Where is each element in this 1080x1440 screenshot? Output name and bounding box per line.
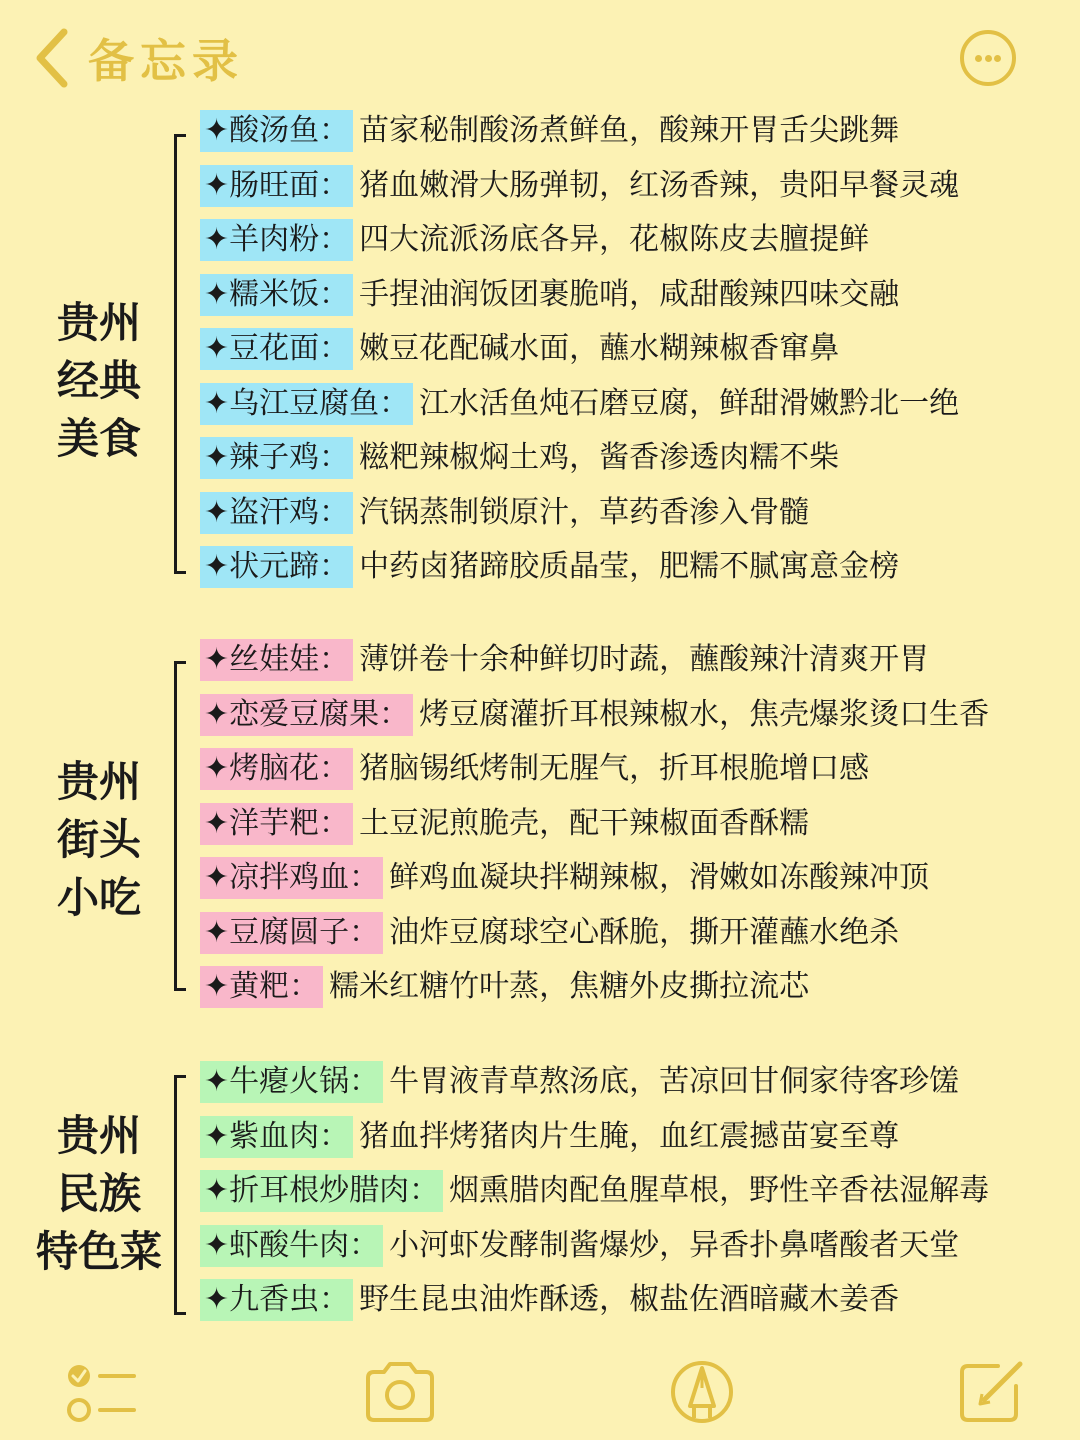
list-item <box>200 1273 989 1328</box>
section-title: 贵州 民族 特色菜 <box>35 1111 162 1276</box>
camera-icon <box>362 1358 438 1426</box>
dish-description: 烤豆腐灌折耳根辣椒水，焦壳爆浆烫口生香 <box>419 696 990 732</box>
section-ethnic-dishes <box>0 1055 1080 1330</box>
more-options-button[interactable] <box>960 30 1016 86</box>
dish-name: ✦状元蹄： <box>200 546 353 588</box>
list-item <box>200 1164 989 1219</box>
dish-description: 野生昆虫油炸酥透，椒盐佐酒暗藏木姜香 <box>359 1282 900 1318</box>
section-classic-food <box>0 104 1080 594</box>
list-item <box>200 1055 989 1110</box>
list-item <box>200 377 959 432</box>
list-item <box>200 213 959 268</box>
dish-description: 鲜鸡血凝块拌糊辣椒，滑嫩如冻酸辣冲顶 <box>389 860 930 896</box>
section-street-snacks <box>0 633 1080 1013</box>
dish-description: 猪脑锡纸烤制无腥气，折耳根脆增口感 <box>359 751 870 787</box>
dish-description: 手捏油润饭团裹脆哨，咸甜酸辣四味交融 <box>359 276 900 312</box>
list-item <box>200 104 959 159</box>
list-item <box>200 797 989 852</box>
dish-name: ✦豆腐圆子： <box>200 912 383 954</box>
dish-description: 牛胃液青草熬汤底，苦凉回甘侗家待客珍馐 <box>389 1064 960 1100</box>
dish-name: ✦紫血肉： <box>200 1116 353 1158</box>
dish-description: 嫩豆花配碱水面，蘸水糊辣椒香窜鼻 <box>359 331 840 367</box>
dish-name: ✦肠旺面： <box>200 165 353 207</box>
dish-description: 油炸豆腐球空心酥脆，撕开灌蘸水绝杀 <box>389 914 900 950</box>
list-item <box>200 633 989 688</box>
dish-description: 土豆泥煎脆壳，配干辣椒面香酥糯 <box>359 805 810 841</box>
dish-description: 四大流派汤底各异，花椒陈皮去膻提鲜 <box>359 222 870 258</box>
dish-description: 糯米红糖竹叶蒸，焦糖外皮撕拉流芯 <box>329 969 810 1005</box>
dish-name: ✦丝娃娃： <box>200 639 353 681</box>
checklist-button[interactable] <box>62 1358 138 1426</box>
dish-name: ✦恋爱豆腐果： <box>200 694 413 736</box>
bottom-toolbar <box>0 1340 1080 1440</box>
dish-description: 汽锅蒸制锁原汁，草药香渗入骨髓 <box>359 494 810 530</box>
dish-description: 小河虾发酵制酱爆炒，异香扑鼻嗜酸者天堂 <box>389 1227 960 1263</box>
dish-name: ✦乌江豆腐鱼： <box>200 383 413 425</box>
section-bracket <box>174 661 186 991</box>
navigation-bar <box>0 0 1080 110</box>
item-list <box>200 1055 989 1328</box>
list-item <box>200 851 989 906</box>
dish-name: ✦盗汗鸡： <box>200 492 353 534</box>
list-item <box>200 159 959 214</box>
dish-name: ✦羊肉粉： <box>200 219 353 261</box>
dish-name: ✦九香虫： <box>200 1279 353 1321</box>
list-item <box>200 540 959 595</box>
list-item <box>200 431 959 486</box>
item-list <box>200 633 989 1015</box>
section-bracket <box>174 1075 186 1315</box>
camera-button[interactable] <box>362 1358 438 1426</box>
dish-description: 猪血嫩滑大肠弹韧，红汤香辣，贵阳早餐灵魂 <box>359 167 960 203</box>
section-title: 贵州 街头 小吃 <box>56 757 141 922</box>
list-item <box>200 688 989 743</box>
dish-name: ✦酸汤鱼： <box>200 110 353 152</box>
dish-description: 薄饼卷十余种鲜切时蔬，蘸酸辣汁清爽开胃 <box>359 642 930 678</box>
dish-description: 苗家秘制酸汤煮鲜鱼，酸辣开胃舌尖跳舞 <box>359 113 900 149</box>
markup-pen-icon <box>664 1358 740 1426</box>
dish-name: ✦牛瘪火锅： <box>200 1061 383 1103</box>
dish-description: 江水活鱼炖石磨豆腐，鲜甜滑嫩黔北一绝 <box>419 385 960 421</box>
dish-name: ✦豆花面： <box>200 328 353 370</box>
list-item <box>200 1219 989 1274</box>
list-item <box>200 322 959 377</box>
back-button[interactable] <box>34 26 244 90</box>
list-item <box>200 960 989 1015</box>
dish-name: ✦折耳根炒腊肉： <box>200 1170 443 1212</box>
section-bracket <box>174 134 186 574</box>
list-item <box>200 906 989 961</box>
dish-name: ✦糯米饭： <box>200 274 353 316</box>
compose-icon <box>956 1358 1032 1426</box>
checklist-icon <box>62 1358 138 1426</box>
dish-name: ✦凉拌鸡血： <box>200 857 383 899</box>
list-item <box>200 1110 989 1165</box>
list-item <box>200 486 959 541</box>
dish-description: 猪血拌烤猪肉片生腌，血红震撼苗宴至尊 <box>359 1118 900 1154</box>
chevron-left-icon <box>34 28 70 88</box>
dish-name: ✦洋芋粑： <box>200 803 353 845</box>
section-title: 贵州 经典 美食 <box>56 298 141 463</box>
back-label: 备忘录 <box>88 34 244 88</box>
list-item <box>200 268 959 323</box>
dish-description: 烟熏腊肉配鱼腥草根，野性辛香祛湿解毒 <box>449 1173 990 1209</box>
list-item <box>200 742 989 797</box>
dish-name: ✦黄粑： <box>200 966 323 1008</box>
compose-button[interactable] <box>956 1358 1032 1426</box>
dish-name: ✦虾酸牛肉： <box>200 1225 383 1267</box>
dish-name: ✦烤脑花： <box>200 748 353 790</box>
markup-button[interactable] <box>664 1358 740 1426</box>
dish-name: ✦辣子鸡： <box>200 437 353 479</box>
dish-description: 糍粑辣椒焖土鸡，酱香渗透肉糯不柴 <box>359 440 840 476</box>
item-list <box>200 104 959 595</box>
dish-description: 中药卤猪蹄胶质晶莹，肥糯不腻寓意金榜 <box>359 549 900 585</box>
